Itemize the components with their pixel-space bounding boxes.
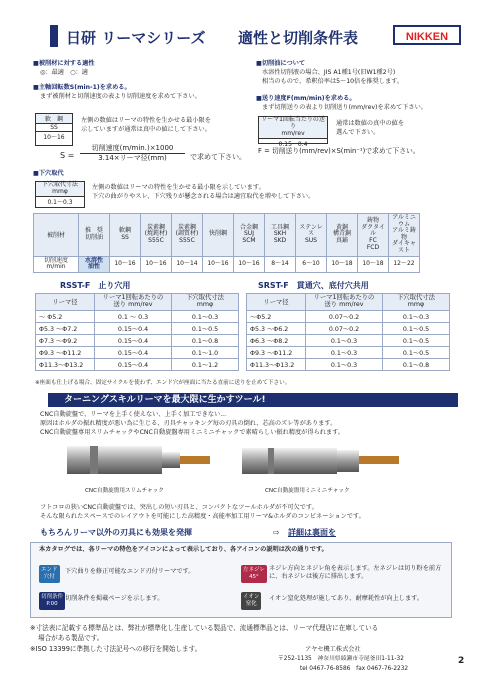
speed-value-1: 10～16: [110, 256, 141, 272]
company-name: アヤセ機工株式会社: [305, 646, 361, 653]
page-number: 2: [458, 656, 465, 666]
speed-row-head: 切削速度 m/min: [34, 256, 79, 272]
rsst-cell: 0.1～0.8: [172, 334, 239, 346]
srst-table: [246, 293, 450, 371]
rsst-h2: リーマ1回転あたりの 送り mm/rev: [95, 294, 172, 311]
material-col-2: 炭素鋼 (焼鈍材) S55C: [141, 214, 172, 257]
formula-rhs: で求めて下さい。: [190, 153, 246, 161]
mild-steel-value: 10～16: [43, 134, 65, 141]
turning-line-3: CNC自動旋盤専用スリムチャックやCNC自動旋盤専用ミニミニチャックで素晴らしい振れ精度が得られます。: [40, 429, 344, 436]
rsst-cell: 0.1 ～ 0.3: [95, 310, 172, 322]
mini-chuck-caption: CNC自動旋盤用ミニミニチャック: [265, 488, 350, 494]
material-row-head: 被削材: [34, 214, 79, 257]
slim-chuck-caption: CNC自動旋盤用スリムチャック: [85, 488, 164, 494]
material-col-4: 快削鋼: [203, 214, 234, 257]
rpm-title: ■主軸回転数S(min-1)を求める。: [33, 84, 131, 91]
feed-head-1: リーマ1回転当たりの送り: [261, 116, 325, 130]
feed-head-2: mm/rev: [281, 129, 305, 137]
feed-desc: まず切削送りの表より切削送り(mm/rev)を求めて下さい。: [262, 104, 427, 111]
link-prefix: もちろんリーマ以外の刃具にも効果を発揮: [40, 528, 192, 537]
srst-h1: リーマ径: [247, 294, 306, 311]
feed-title: ■送り速度F(mm/min)を求める。: [256, 95, 356, 102]
table-row: [247, 322, 450, 334]
rpm-desc: まず被削材と切削速度の表より切削速度を求めて下さい。: [40, 93, 201, 100]
speed-value-6: 8～14: [265, 256, 296, 272]
feed-box-note-2: 選んで下さい。: [336, 129, 380, 136]
page-subtitle: 適性と切削条件表: [238, 29, 359, 47]
formula-numerator: 切削速度(m/min.)×1000: [80, 144, 185, 154]
coolant-line-1: 水溶性切削液の場合、JIS A1種1号(旧W1種2号): [262, 69, 396, 76]
srst-cell: 0.1～0.3: [306, 334, 383, 346]
turning-para-1: フトコロの狭いCNC自動旋盤では、突出しの短い刃具と、コンパクトなツールホルダが不可欠です。: [40, 504, 318, 511]
box1-note-1: 左側の数値はリーマの特性を生かせる最小限を: [81, 117, 211, 124]
rsst-cell: ～ Φ5.2: [36, 310, 95, 322]
srst-cell: 0.07～0.2: [306, 322, 383, 334]
material-col-5: 合金鋼 SUJ SCM: [234, 214, 265, 257]
material-col-1: 軟鋼 SS: [110, 214, 141, 257]
brand-title: 日研 リーマシリーズ: [66, 29, 206, 47]
nikken-logo: NIKKEN: [393, 25, 461, 45]
mild-steel-code: SS: [36, 124, 72, 132]
prehole-note-1: 左側の数値はリーマの特性を生かせる最小限を示しています。: [92, 184, 265, 191]
speed-value-10: 12～22: [389, 256, 420, 272]
rsst-cell: 0.15～0.4: [95, 358, 172, 370]
footer-note-2: ※ISO 13399に準拠した寸法記号への移行を開始します。: [30, 645, 202, 653]
srst-cell: Φ9.3 ～Φ11.2: [247, 346, 306, 358]
turning-line-2: 原因はホルダの振れ精度が悪い為に生じる、刃具チャッキング毎の刃具の倒れ、芯高のズレ等があります。: [40, 420, 337, 427]
srst-cell: 0.1～0.3: [306, 346, 383, 358]
srst-title: SRST-F 貫通穴、底付穴共用: [258, 281, 369, 290]
table-row: [36, 322, 239, 334]
header-accent-bar: [50, 25, 58, 47]
left-helix-icon: 左ネジレ 45°: [241, 565, 267, 582]
srst-cell: 0.1～0.3: [306, 358, 383, 370]
rsst-cell: 0.1～1.0: [172, 346, 239, 358]
icon-desc-condition: 切削条件を掲載ページを示します。: [65, 595, 164, 602]
workpiece-legend: ◎：最適 ○：適: [40, 69, 88, 76]
srst-cell: 0.1～0.3: [383, 310, 450, 322]
feed-formula: F = 切削送り(mm/rev)×S(min⁻¹)で求めて下さい。: [258, 147, 420, 155]
prehole-note-2: 下穴の曲がりやスレ、下穴残りが懸念される場合は適宜取代を増やして下さい。: [92, 193, 315, 200]
company-address: 〒252-1135 神奈川県綾瀬市寺尾釜田1-11-32: [278, 656, 404, 662]
material-table: [33, 213, 420, 273]
srst-cell: Φ5.3 ～Φ6.2: [247, 322, 306, 334]
mild-steel-box: [35, 113, 73, 146]
ion-nitriding-icon: イオン 窒化: [241, 592, 261, 609]
table-row: [36, 310, 239, 322]
speed-value-2: 10～16: [141, 256, 172, 272]
srst-cell: ～Φ5.2: [247, 310, 306, 322]
srst-h2: リーマ1回転あたりの 送り mm/rev: [306, 294, 383, 311]
icon-legend-box: [30, 542, 452, 618]
prehole-box-head: [36, 182, 84, 197]
table-row: [247, 358, 450, 370]
rsst-cell: Φ7.3 ～Φ9.2: [36, 334, 95, 346]
srst-cell: Φ11.3～Φ13.2: [247, 358, 306, 370]
icon-desc-end: 下穴曲りを修正可能なエンド刃付リーマです。: [65, 568, 195, 575]
footer-note-1b: 場合がある製品です。: [38, 634, 104, 642]
speed-value-9: 10～18: [358, 256, 389, 272]
company-phone: tel 0467-76-8586 fax 0467-76-2232: [300, 666, 409, 672]
prehole-head-1: 下穴取代寸法: [41, 181, 78, 188]
srst-cell: 0.07～0.2: [306, 310, 383, 322]
rsst-cell: 0.1～0.5: [172, 322, 239, 334]
icon-legend-intro: 本カタログでは、各リーマの特色をアイコンによって表示しており、各アイコンの説明は次の通りです。: [39, 546, 328, 553]
rsst-title: RSST-F 止り穴用: [60, 281, 131, 290]
speed-value-8: 10～18: [327, 256, 358, 272]
srst-cell: Φ6.3 ～Φ8.2: [247, 334, 306, 346]
rsst-h3: 下穴取代寸法 mmφ: [172, 294, 239, 311]
rsst-cell: 0.15～0.4: [95, 334, 172, 346]
material-col-0: 推 奨 切削油: [79, 214, 110, 257]
formula-lhs: S =: [60, 151, 75, 160]
table-note: ※座面も仕上げる場合、固定サイクルを使わず、エンド穴が座面に当たる直前に送りを止めて下さい。: [35, 380, 291, 386]
feed-value: 0.15～0.4: [278, 140, 308, 148]
feed-box-note-1: 通常は数値の真中の値を: [336, 120, 405, 127]
srst-h3: 下穴取代寸法 mmφ: [383, 294, 450, 311]
rsst-cell: Φ11.3～Φ13.2: [36, 358, 95, 370]
prehole-head-2: mmφ: [52, 187, 68, 195]
mild-steel-head: 軟 鋼: [36, 114, 72, 124]
srst-cell: 0.1～0.5: [383, 322, 450, 334]
material-col-3: 炭素鋼 (調質材) S55C: [172, 214, 203, 257]
icon-desc-helix: ネジレ方向とネジレ角を表示します。左ネジレは切り粉を前方に、右ネジレは後方に排出します。: [269, 565, 442, 581]
end-blade-icon: エンド 穴付: [39, 565, 60, 582]
coolant-line-2: 相当のもので、希釈倍率は5～10倍を推奨します。: [262, 78, 404, 85]
workpiece-title: ■被削材に対する適性: [33, 60, 95, 67]
srst-cell: 0.1～0.5: [383, 334, 450, 346]
rsst-cell: 0.1～0.3: [172, 310, 239, 322]
icon-desc-ion: イオン窒化処理が施してあり、耐摩耗性が向上します。: [269, 595, 424, 602]
turning-line-1: CNC自動旋盤で、リーマを上手く使えない、上手く加工できない...: [40, 411, 227, 418]
slim-chuck-image: [65, 440, 215, 482]
rsst-cell: 0.15～0.4: [95, 322, 172, 334]
feed-box-head: [259, 117, 327, 139]
speed-value-3: 10～14: [172, 256, 203, 272]
material-col-8: 黄銅 構青銅 真鍮: [327, 214, 358, 257]
prehole-value: 0.1～0.3: [47, 198, 73, 206]
prehole-box: [35, 181, 85, 208]
rsst-h1: リーマ径: [36, 294, 95, 311]
material-col-9: 鋳物 ダクタイル FC FCD: [358, 214, 389, 257]
formula-fraction: [80, 144, 185, 164]
table-row: [247, 310, 450, 322]
rsst-cell: 0.15～0.4: [95, 346, 172, 358]
coolant-title: ■切削油について: [256, 60, 306, 67]
speed-value-7: 6～10: [296, 256, 327, 272]
rsst-cell: 0.1～1.2: [172, 358, 239, 370]
detail-link[interactable]: 詳細は裏面を: [288, 528, 336, 537]
material-col-7: ステンレス SUS: [296, 214, 327, 257]
turning-band: [48, 393, 458, 407]
footer-note-1: ※寸法表に記載する標準品とは、弊社が標準化し生産している製品で、流通標準品とは、リーマ代理店に在庫している: [30, 624, 379, 632]
rsst-cell: Φ5.3 ～Φ7.2: [36, 322, 95, 334]
material-col-10: アルミニウム アルミ鋳物 ダイキャスト: [389, 214, 420, 257]
table-row: [36, 358, 239, 370]
arrow-right-icon: ⇨: [273, 528, 280, 537]
mini-chuck-image: [240, 440, 410, 482]
table-row: [247, 334, 450, 346]
turning-para-2: そんな限られたスペースでのレイアウトを可能にした高精度・高能率加工用リーマ&ホルダのコンビネーションです。: [40, 513, 365, 520]
srst-cell: 0.1～0.8: [383, 358, 450, 370]
material-col-6: 工具鋼 SKH SKD: [265, 214, 296, 257]
table-row: [36, 334, 239, 346]
box1-note-2: 示していますが通常は真中の値にして下さい。: [81, 126, 211, 133]
rsst-cell: Φ9.3 ～Φ11.2: [36, 346, 95, 358]
table-row: [247, 346, 450, 358]
cutting-condition-icon: 切削条件 P.00: [39, 592, 65, 609]
speed-value-0: 水溶性 油性: [79, 256, 110, 272]
speed-value-5: 10～16: [234, 256, 265, 272]
speed-value-4: 10～16: [203, 256, 234, 272]
rsst-table: [35, 293, 239, 371]
table-row: [36, 346, 239, 358]
srst-cell: 0.1～0.5: [383, 346, 450, 358]
formula-denominator: 3.14×リーマ径(mm): [98, 154, 167, 163]
prehole-title: ■下穴取代: [33, 170, 64, 177]
band-text: ターニングスキルリーマを最大限に生かすツール!: [64, 395, 266, 405]
feed-box: [258, 116, 328, 148]
